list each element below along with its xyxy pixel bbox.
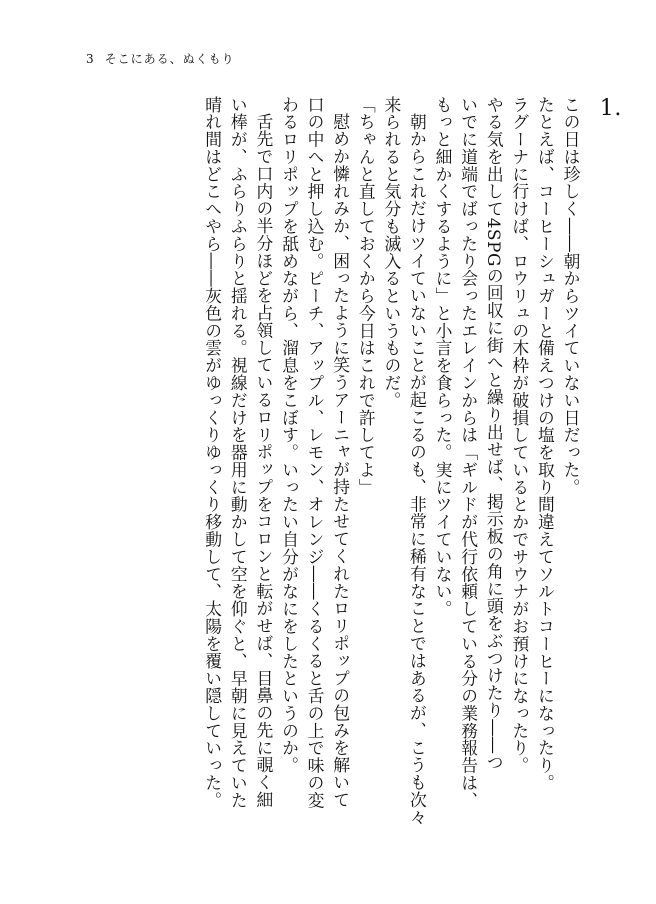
running-header bbox=[86, 50, 235, 67]
text-line-1 bbox=[557, 96, 622, 836]
text-line-11: 口の中へと押し込む。ピーチ、アップル、レモン、オレンジ――くるくると舌の上で味の変 bbox=[305, 96, 326, 809]
text-line-2: たとえば、コーヒーシュガーと備えつけの塩を取り間違えてソルトコーヒーになったり。 bbox=[535, 96, 556, 792]
text-line-6: もっと細かくするように」と小言を食らった。実にツイていない。 bbox=[433, 96, 454, 618]
chapter-number: 1. bbox=[599, 96, 622, 121]
page-number: 3 bbox=[86, 52, 95, 66]
text-line-10: 慰めか憐れみか、困ったように笑うアーニャが持たせてくれたロリポップの包みを解いて bbox=[330, 112, 351, 809]
text-line-7: 朝からこれだけツイていないことが起こるのも、非常に稀有なことではあるが、こうも次々 bbox=[407, 112, 428, 826]
text-line-12: わるロリポップを舐めながら、溜息をこぼす。いったい自分がなにをしたというのか。 bbox=[279, 96, 300, 775]
chapter-title: そこにある、ぬくもり bbox=[104, 52, 235, 66]
text-line-3: ラグーナに行けば、ロウリュの木枠が破損しているとかでサウナがお預けになったり。 bbox=[509, 96, 530, 775]
text-line-14: い棒が、ふらりふらりと揺れる。視線だけを器用に動かして空を仰ぐと、早朝に見えていた bbox=[228, 96, 249, 809]
text-line-15: 晴れ間はどこへやら――灰色の雲がゆっくりゆっくり移動して、太陽を覆い隠していった。 bbox=[202, 96, 223, 809]
text-line-5: いでに道端でばったり会ったエレインからは「ギルドが代行依頼している分の業務報告は、 bbox=[458, 96, 479, 809]
vertical-body-text bbox=[199, 96, 628, 836]
text-line-13: 舌先で口内の半分ほどを占領しているロリポップをコロンと転がせば、目鼻の先に覗く細 bbox=[253, 112, 274, 809]
text-line-8: 来られると気分も滅入るというものだ。 bbox=[381, 96, 402, 410]
text-line-9: 「ちゃんと直しておくから今日はこれで許してよ」 bbox=[356, 96, 377, 496]
line-text: この日は珍しく――朝からツイていない日だった。 bbox=[561, 96, 581, 496]
text-line-4: やる気を出して4SPGの回収に街へと繰り出せば、掲示板の角に頭をぶつけたり――つ bbox=[484, 96, 505, 772]
